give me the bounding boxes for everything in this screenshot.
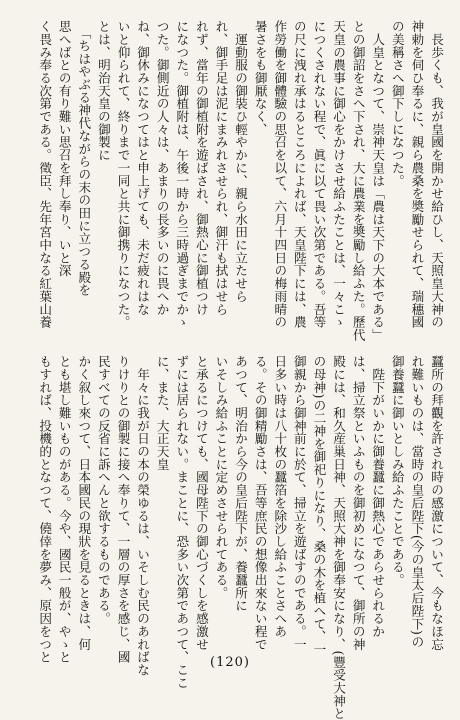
text-line: 人皇となつて、崇神天皇は「農は天下の大本である」	[370, 20, 386, 342]
text-line: つた。御側近の人々は、あまりの長多いのに畏へか	[154, 20, 170, 316]
text-line: につくされない程で、眞に以て畏い次第である。吾等	[311, 20, 327, 329]
text-line: 思へばとの有り難い思召を拜し奉り、いと深	[56, 20, 72, 277]
text-line: いそしみ給ふことに定めさせられてある。	[213, 355, 229, 600]
text-line: かく叙し來つて、日本國民の現狀を見るときは、何	[76, 355, 92, 651]
upper-text-block	[14, 20, 446, 342]
text-line: 日多い時は八十枚の蠶箔を除沙し給ふことさへあ	[272, 355, 288, 638]
text-line: 運動服の御裝ひ輕やかに、親ら水田に立たせら	[233, 20, 249, 303]
text-line: りけりとの御製に接へ奉りて、一層の厚さを感じ、國	[115, 355, 131, 664]
text-line: 長歩くも、我が皇國を開かせ給ひし、天照皇大神の	[429, 20, 444, 329]
text-line: る。その御精勵さは、吾等庶民の想像出來ない程で	[252, 355, 268, 651]
text-line: の母神)の二神を御祀りになり、桑の木を植へて、一	[311, 355, 327, 656]
text-line: 民すべての反省に訴へんと欲するものである。	[95, 355, 111, 625]
text-line: 神勅を伺ひ奉るに、親ら農桑を奬勵せられて、瑞穗國	[409, 20, 425, 329]
text-line: との御詔をさへ下され、大に農業を奬勵し給ふた。歷代	[350, 20, 366, 342]
text-line: れず、當年の御植附を遊ばされ、御熱心に御植つけ	[193, 20, 209, 316]
text-line: れ難いものは、當時の皇后陛下(今の皇太后陛下)の	[409, 355, 425, 649]
text-line: 御親から御神前に於て、掃立を遊ばすのである。一	[291, 355, 307, 651]
text-line: いと仰られて、終りまで一同と共に御携りになつた。	[115, 20, 131, 329]
text-line: は、掃立祭といふものを御初めになつて、御所の神	[350, 355, 366, 651]
text-line: 陛下がいかに御養蠶に御熱心であらせられるか	[370, 355, 386, 638]
text-line: の尺に洩れ承はるところによれば、天皇陛下には、農	[291, 20, 307, 329]
text-line: 御養蠶に御いとしみ給ふたことである。	[389, 355, 405, 587]
text-line: 「ちはやぶる神代ながらの末の田に立つる殿を	[76, 20, 92, 297]
text-line: に、また、大正天皇	[154, 355, 170, 471]
text-line: れ、御手足は泥にまみれさせられ、御汗も拭はせら	[213, 20, 229, 316]
text-line: あつて、明治から今の皇后陛下が、養蠶所に	[233, 355, 249, 612]
text-line: ずには居られない。まことに、恐多い次第であつて、ここ	[174, 355, 190, 690]
text-line: 年々に我が日の本の榮ゆるは、いそしむ民のあればな	[135, 355, 151, 677]
text-line: とも堪し難いものがある。今や、國民一般が、やゝと	[56, 355, 72, 664]
text-line: 蠶所の拜觀を許され時の感激について、今もなほ忘	[429, 355, 444, 651]
text-line: と承るにつけても、國母陛下の御心づくしを感激せ	[193, 355, 209, 651]
text-line: もすれば、投機的となつて、僥倖を夢み、原因をつと	[37, 355, 53, 664]
text-line: 殿には、和久産巢日神、天照大神を御奉安になり、(豐受大神と	[331, 355, 347, 720]
text-line: 暑さをも御厭なく、	[252, 20, 268, 136]
text-line: とは、明治天皇の御製に	[95, 20, 111, 162]
page-number: (120)	[210, 655, 250, 670]
text-line: になつた。御植附は、午後一時から三時過ぎまでかゝ	[174, 20, 190, 329]
text-line: く畏み奉る次第である。徵臣、先年宮中なる紅葉山養	[37, 20, 53, 329]
text-line: 作勞働を御體驗の思召を以て、六月十四日の梅雨晴の	[272, 20, 288, 329]
text-line: の美稱さへ御下しになつた。	[389, 20, 405, 188]
text-line: ね、御休みになつてはと申上げても、未だ疲れはな	[135, 20, 151, 316]
text-line: 天皇の農事に御心をかけさせ給ふたことは、一々こゝ	[331, 20, 347, 329]
